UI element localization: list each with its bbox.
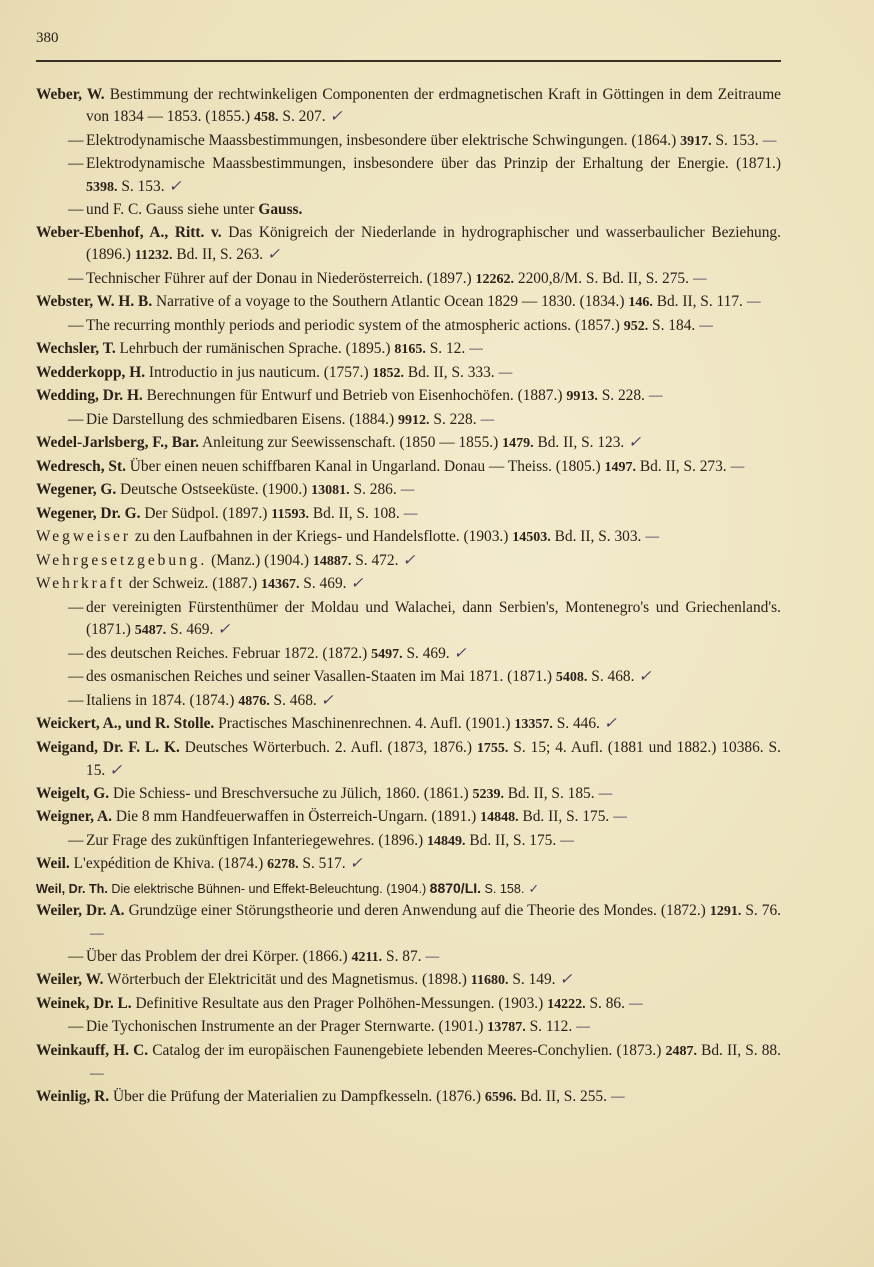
handwritten-mark: ✓ xyxy=(320,691,334,709)
entry-number: 3917. xyxy=(680,133,712,149)
catalog-entry xyxy=(36,783,781,806)
catalog-entry xyxy=(36,526,781,549)
entry-reference: Bd. II, S. 175. xyxy=(469,831,557,849)
catalog-entry xyxy=(36,199,781,221)
catalog-entry xyxy=(36,853,781,876)
catalog-entry xyxy=(36,1040,781,1086)
entry-author: Weiler, Dr. A. xyxy=(36,902,125,920)
entry-dash: — xyxy=(68,316,84,334)
catalog-entry xyxy=(36,666,781,689)
handwritten-mark: — xyxy=(90,1065,104,1083)
catalog-entry xyxy=(36,690,781,713)
entry-dash: — xyxy=(68,201,84,219)
catalog-entry xyxy=(36,993,781,1016)
handwritten-mark: — xyxy=(628,994,643,1012)
handwritten-mark: ✓ xyxy=(267,246,281,264)
entry-title: The recurring monthly periods and periodic system of the atmospheric actions. (1857.) xyxy=(86,316,620,334)
handwritten-mark: — xyxy=(598,784,613,802)
entry-number: 146. xyxy=(628,295,653,311)
entry-title: Deutsche Ostseeküste. (1900.) xyxy=(120,481,308,499)
entry-number: 8870/LI. xyxy=(429,879,482,896)
page-number: 380 xyxy=(36,30,59,46)
catalog-entry xyxy=(36,456,781,479)
handwritten-mark: ✓ xyxy=(402,551,416,569)
catalog-entry xyxy=(36,291,781,314)
entry-author: Weinkauff, H. C. xyxy=(36,1041,149,1059)
catalog-entry xyxy=(36,503,781,526)
catalog-entry xyxy=(36,432,781,455)
entry-author: Wechsler, T. xyxy=(36,340,116,358)
entry-author: Wehrgesetzgebung. xyxy=(36,551,208,569)
handwritten-mark: — xyxy=(469,340,483,358)
entry-reference: Bd. II, S. 108. xyxy=(312,504,400,522)
handwritten-mark: ✓ xyxy=(638,668,652,686)
entry-number: 14222. xyxy=(547,996,586,1012)
entry-dash: — xyxy=(68,131,84,149)
entry-dash: — xyxy=(68,598,84,616)
catalog-entry xyxy=(36,409,781,432)
entry-reference: Bd. II, S. 88. xyxy=(701,1041,781,1059)
entry-reference: S. 517. xyxy=(302,855,346,873)
handwritten-mark: — xyxy=(648,387,663,405)
entry-dash: — xyxy=(68,269,84,287)
entry-number: 11232. xyxy=(134,248,173,264)
entry-number: 952. xyxy=(623,318,649,334)
entry-title: Zur Frage des zukünftigen Infanteriegewehres. (1896.) xyxy=(86,831,424,849)
entry-reference: Bd. II, S. 263. xyxy=(176,246,264,264)
handwritten-mark: ✓ xyxy=(168,177,182,195)
entry-number: 4211. xyxy=(351,949,383,965)
catalog-entry xyxy=(36,900,781,946)
entry-reference: S. 86. xyxy=(589,994,625,1012)
entry-title: Deutsches Wörterbuch. 2. Aufl. (1873, 1876.) xyxy=(184,738,472,756)
entry-number: 1852. xyxy=(372,365,404,381)
entry-author: Weinlig, R. xyxy=(36,1087,110,1105)
catalog-entry xyxy=(36,222,781,268)
entry-title: Der Südpol. (1897.) xyxy=(144,504,268,522)
entry-dash: — xyxy=(68,410,84,428)
catalog-entry xyxy=(36,1016,781,1039)
entry-dash: — xyxy=(68,1018,84,1036)
entry-title: Practisches Maschinenrechnen. 4. Aufl. (1901.) xyxy=(218,715,511,733)
handwritten-mark: ✓ xyxy=(350,575,364,593)
header-rule xyxy=(36,60,781,62)
entry-reference: S. 158. xyxy=(484,881,525,896)
handwritten-mark: ✓ xyxy=(603,715,617,733)
entry-title: der Schweiz. (1887.) xyxy=(128,575,258,593)
entry-reference: S. 469. xyxy=(303,575,347,593)
entry-title: und F. C. Gauss siehe unter xyxy=(86,201,255,219)
entry-dash: — xyxy=(68,155,84,173)
entry-reference: S. 446. xyxy=(556,715,600,733)
handwritten-mark: ✓ xyxy=(528,881,540,896)
entry-author: Wedel-Jarlsberg, F., Bar. xyxy=(36,434,200,452)
entry-reference: S. 469. xyxy=(406,644,450,662)
entry-reference: S. 153. xyxy=(715,131,759,149)
entry-title: zu den Laufbahnen in der Kriegs- und Handelsflotte. (1903.) xyxy=(134,528,509,546)
entry-number: 5408. xyxy=(555,670,588,686)
handwritten-mark: — xyxy=(498,363,513,381)
entry-author: Weber, W. xyxy=(36,86,105,103)
entry-reference: S. 76. xyxy=(745,902,781,920)
catalog-entry xyxy=(36,84,781,130)
handwritten-mark: ✓ xyxy=(109,762,123,780)
catalog-entry xyxy=(36,597,781,643)
catalog-entry xyxy=(36,573,781,596)
catalog-entry xyxy=(36,806,781,829)
catalog-entry xyxy=(36,338,781,361)
entry-title: Anleitung zur Seewissenschaft. (1850 — 1855.) xyxy=(202,434,499,452)
entry-number: 14848. xyxy=(480,810,519,826)
entry-title: Über das Problem der drei Körper. (1866.) xyxy=(86,947,348,965)
entry-title: Bestimmung der rechtwinkeligen Componenten der erdmagnetischen Kraft in Göttingen in dem Zeitraume von 1834 — 1853. (1855.) xyxy=(86,86,781,126)
entry-author: Weigelt, G. xyxy=(36,784,110,802)
entry-reference: S. 184. xyxy=(652,316,696,334)
catalog-entry xyxy=(36,713,781,736)
entry-title: Catalog der im europäischen Faunengebiete lebenden Meeres-Conchylien. (1873.) xyxy=(152,1041,662,1059)
entry-author: Weil, Dr. Th. xyxy=(36,881,108,896)
entry-number: 9913. xyxy=(566,389,598,405)
entry-title: Definitive Resultate aus den Prager Polhöhen-Messungen. (1903.) xyxy=(135,994,544,1012)
entry-author: Wedresch, St. xyxy=(36,457,126,475)
entry-reference: Bd. II, S. 255. xyxy=(520,1087,607,1105)
catalog-entry xyxy=(36,315,781,338)
entry-author: Weber-Ebenhof, A., Ritt. v. xyxy=(36,223,222,241)
entry-reference: Bd. II, S. 333. xyxy=(407,363,495,381)
entry-reference: Bd. II, S. 303. xyxy=(554,528,642,546)
catalog-entry xyxy=(36,737,781,783)
entry-number: 8165. xyxy=(394,342,426,358)
entry-number: 6596. xyxy=(484,1089,517,1105)
entry-title: Die Tychonischen Instrumente an der Prager Sternwarte. (1901.) xyxy=(86,1018,484,1036)
entry-dash: — xyxy=(68,947,84,965)
entry-number: 1479. xyxy=(502,436,534,452)
entry-author: Wedding, Dr. H. xyxy=(36,387,143,405)
entry-number: 14849. xyxy=(427,833,466,849)
entry-title: Die elektrische Bühnen- und Effekt-Beleuchtung. (1904.) xyxy=(111,881,427,896)
catalog-entry xyxy=(36,479,781,502)
entry-dash: — xyxy=(68,831,84,849)
handwritten-mark: ✓ xyxy=(628,434,642,452)
handwritten-mark: — xyxy=(613,808,627,826)
entry-reference: S. 112. xyxy=(529,1018,573,1036)
catalog-entry xyxy=(36,550,781,573)
entry-reference: S. 87. xyxy=(386,947,422,965)
entry-title: Elektrodynamische Maassbestimmungen, insbesondere über elektrische Schwingungen. (1864.) xyxy=(86,131,677,149)
entry-dash: — xyxy=(68,691,84,709)
entry-title: Über die Prüfung der Materialien zu Dampfkesseln. (1876.) xyxy=(112,1087,481,1105)
entry-title: Die Darstellung des schmiedbaren Eisens. (1884.) xyxy=(86,410,395,428)
handwritten-mark: ✓ xyxy=(349,855,363,873)
entry-number: 11593. xyxy=(271,506,310,522)
entry-reference: Bd. II, S. 185. xyxy=(507,784,595,802)
entry-author: Webster, W. H. B. xyxy=(36,293,153,311)
entry-reference: S. 228. xyxy=(601,387,645,405)
entry-number: 2487. xyxy=(665,1043,697,1059)
entry-number: 11680. xyxy=(470,973,509,989)
handwritten-mark: ✓ xyxy=(217,621,231,639)
entry-dash: — xyxy=(68,644,84,662)
entry-title: des deutschen Reiches. Februar 1872. (1872.) xyxy=(86,644,368,662)
entry-title: Introductio in jus nauticum. (1757.) xyxy=(148,363,369,381)
entry-title: (Manz.) (1904.) xyxy=(211,551,310,569)
handwritten-mark: ✓ xyxy=(329,108,343,126)
entry-author: Weigand, Dr. F. L. K. xyxy=(36,738,180,756)
entry-title: Die 8 mm Handfeuerwaffen in Österreich-Ungarn. (1891.) xyxy=(115,808,477,826)
entry-author: Wehrkraft xyxy=(36,575,125,593)
entry-number: 14503. xyxy=(512,530,551,546)
entry-title: Berechnungen für Entwurf und Betrieb von Eisenhochöfen. (1887.) xyxy=(146,387,563,405)
entry-reference: S. 286. xyxy=(353,481,397,499)
entry-number: 458. xyxy=(254,110,279,126)
entry-reference: S. 12. xyxy=(429,340,466,358)
entry-number: 13081. xyxy=(311,483,350,499)
entry-dash: — xyxy=(68,668,84,686)
entry-reference: Bd. II, S. 273. xyxy=(639,457,727,475)
handwritten-mark: — xyxy=(746,293,761,311)
handwritten-mark: — xyxy=(699,316,713,334)
entry-number: 6278. xyxy=(267,857,299,873)
entry-reference: Bd. II, S. 175. xyxy=(522,808,610,826)
handwritten-mark: — xyxy=(400,481,415,499)
entry-title: Lehrbuch der rumänischen Sprache. (1895.) xyxy=(119,340,391,358)
handwritten-mark: — xyxy=(610,1087,625,1105)
entry-reference: S. 469. xyxy=(170,621,214,639)
entry-title: des osmanischen Reiches und seiner Vasallen-Staaten im Mai 1871. (1871.) xyxy=(86,668,553,686)
entry-reference: S. 149. xyxy=(512,971,556,989)
entry-title: Technischer Führer auf der Donau in Niederösterreich. (1897.) xyxy=(86,269,472,287)
entry-number: 1497. xyxy=(604,459,636,475)
handwritten-mark: — xyxy=(730,457,745,475)
entry-reference: S. 468. xyxy=(591,668,635,686)
handwritten-mark: — xyxy=(762,131,777,149)
catalog-entry xyxy=(36,643,781,666)
entry-reference: S. 468. xyxy=(273,691,317,709)
catalog-entries xyxy=(36,84,781,1109)
catalog-entry xyxy=(36,130,781,153)
entry-title: Narrative of a voyage to the Southern Atlantic Ocean 1829 — 1830. (1834.) xyxy=(156,293,625,311)
catalog-entry xyxy=(36,830,781,853)
entry-number: 13357. xyxy=(514,717,553,733)
entry-title: Italiens in 1874. (1874.) xyxy=(86,691,235,709)
entry-title: Über einen neuen schiffbaren Kanal in Ungarland. Donau — Theiss. (1805.) xyxy=(129,457,601,475)
entry-author: Weickert, A., und R. Stolle. xyxy=(36,715,215,733)
entry-reference: Bd. II, S. 123. xyxy=(537,434,625,452)
entry-number: 5497. xyxy=(371,646,403,662)
entry-reference: S. 15; 4. Aufl. (1881 und 1882.) 10386. S. 15. xyxy=(86,738,781,780)
catalog-entry xyxy=(36,153,781,199)
entry-number: 12262. xyxy=(475,271,515,287)
catalog-entry xyxy=(36,969,781,992)
entry-title: Grundzüge einer Störungstheorie und deren Anwendung auf die Theorie des Mondes. (1872.) xyxy=(128,902,706,920)
entry-number: 14887. xyxy=(312,553,352,569)
entry-number: 1291. xyxy=(709,904,742,920)
entry-author: Weigner, A. xyxy=(36,808,112,826)
entry-number: 1755. xyxy=(476,740,509,756)
entry-title: Wörterbuch der Elektricität und des Magnetismus. (1898.) xyxy=(107,971,467,989)
catalog-entry xyxy=(36,385,781,408)
handwritten-mark: — xyxy=(403,504,418,522)
entry-reference: Bd. II, S. 117. xyxy=(656,293,743,311)
catalog-entry xyxy=(36,268,781,291)
handwritten-mark: — xyxy=(560,831,574,849)
entry-title: L'expédition de Khiva. (1874.) xyxy=(73,855,264,873)
handwritten-mark: — xyxy=(576,1018,590,1036)
entry-number: 5398. xyxy=(86,179,118,195)
entry-author: Wegweiser xyxy=(36,528,131,546)
entry-number: 13787. xyxy=(487,1020,526,1036)
handwritten-mark: — xyxy=(425,947,440,965)
entry-author: Wedderkopp, H. xyxy=(36,363,146,381)
entry-title: Elektrodynamische Maassbestimmungen, insbesondere über das Prinzip der Erhaltung der Energie. (1871.) xyxy=(86,155,781,173)
entry-reference: 2200,8/M. S. Bd. II, S. 275. xyxy=(517,269,689,287)
entry-number: 5239. xyxy=(472,786,504,802)
handwritten-mark: — xyxy=(645,528,660,546)
entry-reference: S. 228. xyxy=(433,410,477,428)
handwritten-mark: ✓ xyxy=(559,971,573,989)
entry-author: Wegener, G. xyxy=(36,481,117,499)
catalog-entry xyxy=(36,877,781,900)
catalog-entry xyxy=(36,362,781,385)
handwritten-mark: — xyxy=(90,925,104,943)
handwritten-mark: — xyxy=(480,410,495,428)
catalog-entry xyxy=(36,946,781,969)
entry-author: Weil. xyxy=(36,855,70,873)
entry-author: Wegener, Dr. G. xyxy=(36,504,141,522)
entry-author: Weinek, Dr. L. xyxy=(36,994,132,1012)
entry-title: der vereinigten Fürstenthümer der Moldau und Walachei, dann Serbien's, Montenegro's und Griechenland's. (1871.) xyxy=(86,598,781,639)
entry-title: Die Schiess- und Breschversuche zu Jülich, 1860. (1861.) xyxy=(112,784,469,802)
entry-number: 5487. xyxy=(134,623,167,639)
entry-title: Das Königreich der Niederlande in hydrographischer und wasserbaulicher Beziehung. (1896.) xyxy=(86,223,781,264)
entry-number: 14367. xyxy=(260,577,300,593)
entry-reference: S. 207. xyxy=(282,108,326,126)
catalog-entry xyxy=(36,1086,781,1109)
handwritten-mark: ✓ xyxy=(453,644,467,662)
entry-crossref: Gauss. xyxy=(258,201,303,219)
entry-reference: S. 472. xyxy=(355,551,399,569)
entry-number: 4876. xyxy=(238,693,270,709)
handwritten-mark: — xyxy=(692,269,707,287)
entry-reference: S. 153. xyxy=(121,177,165,195)
entry-number: 9912. xyxy=(398,412,430,428)
entry-author: Weiler, W. xyxy=(36,971,104,989)
